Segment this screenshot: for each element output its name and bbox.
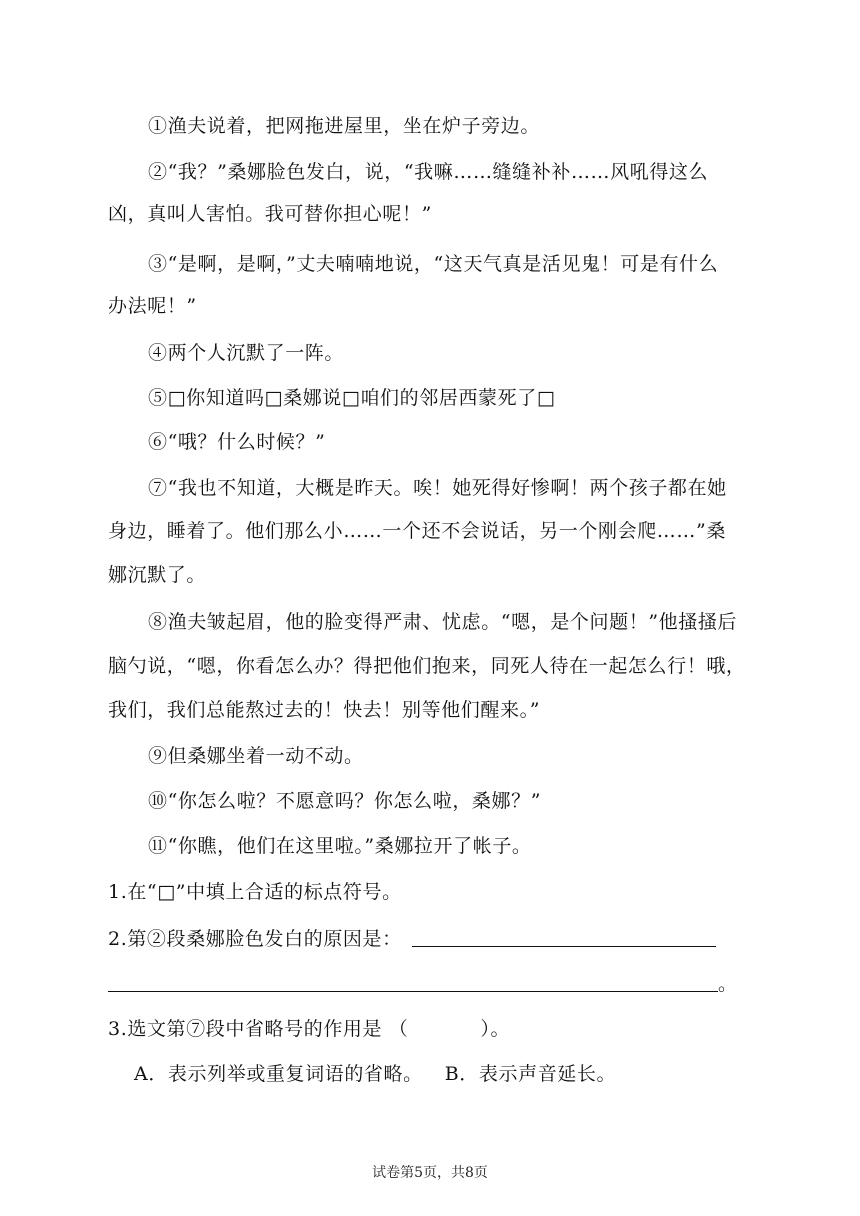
paragraph-8-line-2: 脑勺说，“嗯，你看怎么办？得把他们抱来，同死人待在一起怎么行！哦， (108, 655, 746, 677)
paragraph-5-line-1: ⑤□你知道吗□桑娜说□咱们的邻居西蒙死了□ (148, 387, 556, 409)
page-footer: 试卷第5页，共8页 (372, 1165, 488, 1181)
paragraph-4-line-1: ④两个人沉默了一阵。 (148, 342, 345, 364)
paragraph-9-line-1: ⑨但桑娜坐着一动不动。 (148, 745, 364, 767)
paragraph-1-line-1: ①渔夫说着，把网拖进屋里，坐在炉子旁边。 (148, 115, 541, 137)
paragraph-11-line-1: ⑪“你瞧，他们在这里啦。”桑娜拉开了帐子。 (148, 835, 532, 857)
paragraph-2-line-2: 凶，真叫人害怕。我可替你担心呢！” (108, 203, 432, 225)
paragraph-3-line-1: ③“是啊，是啊，”丈夫喃喃地说，“这天气真是活见鬼！可是有什么 (148, 253, 719, 275)
question-3-prefix: 3.选文第⑦段中省略号的作用是 （ (108, 1018, 409, 1040)
paragraph-2-line-1: ②“我？”桑娜脸色发白，说，“我嘛……缝缝补补……风吼得这么 (148, 161, 709, 183)
question-2-end-mark: 。 (718, 973, 738, 995)
paragraph-8-line-3: 我们，我们总能熬过去的！快去！别等他们醒来。” (108, 699, 541, 721)
paragraph-6-line-1: ⑥“哦？什么时候？” (148, 431, 326, 453)
question-3-options (134, 1061, 616, 1087)
option-b[interactable]: B．表示声音延长。 (444, 1063, 617, 1085)
option-a[interactable]: A．表示列举或重复词语的省略。 (134, 1063, 423, 1085)
question-3 (108, 1016, 510, 1042)
paragraph-7-line-3: 娜沉默了。 (108, 564, 207, 586)
paragraph-7-line-1: ⑦“我也不知道，大概是昨天。唉！她死得好惨啊！两个孩子都在她 (148, 477, 727, 499)
paragraph-7-line-2: 身边，睡着了。他们那么小……一个还不会说话，另一个刚会爬……”桑 (108, 520, 726, 542)
answer-blank-q2-line-1[interactable] (412, 946, 716, 947)
paragraph-8-line-1: ⑧渔夫皱起眉，他的脸变得严肃、忧虑。“嗯，是个问题！”他搔搔后 (148, 611, 738, 633)
answer-blank-q2-line-2[interactable] (108, 991, 718, 992)
question-1: 1.在“□”中填上合适的标点符号。 (108, 881, 402, 903)
question-2: 2.第②段桑娜脸色发白的原因是： (108, 928, 402, 950)
question-3-suffix: ）。 (480, 1018, 511, 1040)
paragraph-10-line-1: ⑩“你怎么啦？不愿意吗？你怎么啦，桑娜？” (148, 790, 542, 812)
paragraph-3-line-2: 办法呢！” (108, 295, 197, 317)
